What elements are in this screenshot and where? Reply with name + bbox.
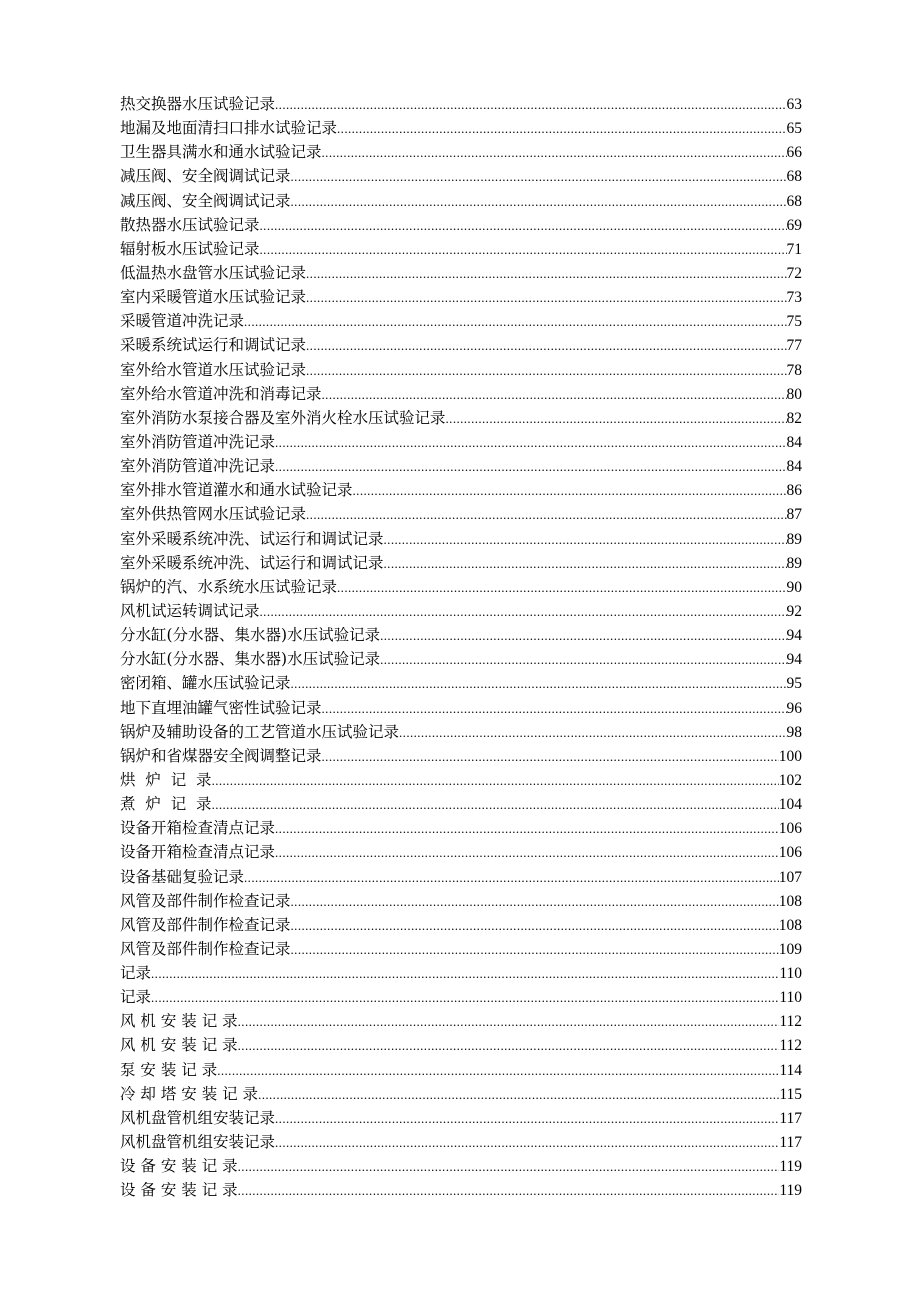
- toc-entry-leader-dots: [291, 190, 787, 213]
- toc-entry-leader-dots: [238, 1034, 780, 1057]
- toc-entry[interactable]: [120, 599, 802, 623]
- toc-entry-leader-dots: [291, 914, 779, 937]
- toc-entry-title: 煮 炉 记 录: [120, 795, 212, 814]
- toc-entry-page-number: 84: [786, 433, 802, 451]
- toc-entry[interactable]: [120, 1178, 802, 1202]
- toc-entry-page-number: 96: [786, 699, 802, 717]
- toc-entry-page-number: 100: [778, 747, 802, 765]
- toc-entry[interactable]: [120, 623, 802, 647]
- toc-entry-page-number: 114: [779, 1061, 802, 1079]
- toc-entry-page-number: 108: [778, 916, 802, 934]
- toc-entry[interactable]: [120, 164, 802, 188]
- toc-entry[interactable]: [120, 309, 802, 333]
- toc-entry-title: 室外采暖系统冲洗、试运行和调试记录: [120, 529, 384, 548]
- toc-entry-title: 设 备 安 装 记 录: [120, 1157, 238, 1176]
- toc-entry-page-number: 92: [786, 602, 802, 620]
- toc-entry-leader-dots: [399, 721, 786, 744]
- toc-entry-title: 室外给水管道冲洗和消毒记录: [120, 384, 322, 403]
- toc-entry-page-number: 69: [786, 216, 802, 234]
- toc-entry-page-number: 117: [779, 1109, 802, 1127]
- toc-entry[interactable]: [120, 502, 802, 526]
- toc-entry-title: 设 备 安 装 记 录: [120, 1181, 238, 1200]
- toc-entry[interactable]: [120, 333, 802, 357]
- toc-entry[interactable]: [120, 720, 802, 744]
- toc-entry-page-number: 102: [778, 771, 802, 789]
- toc-entry-page-number: 110: [779, 989, 802, 1007]
- toc-entry-leader-dots: [306, 359, 786, 382]
- toc-entry-title: 密闭箱、罐水压试验记录: [120, 674, 291, 693]
- toc-entry-leader-dots: [260, 600, 787, 623]
- toc-entry-leader-dots: [217, 1059, 779, 1082]
- toc-entry-title: 分水缸(分水器、集水器)水压试验记录: [120, 650, 381, 669]
- toc-entry-page-number: 89: [786, 554, 802, 572]
- toc-entry-page-number: 68: [786, 192, 802, 210]
- toc-entry[interactable]: [120, 116, 802, 140]
- toc-entry-leader-dots: [353, 479, 787, 502]
- toc-entry-leader-dots: [384, 528, 787, 551]
- toc-entry-leader-dots: [244, 310, 786, 333]
- toc-entry[interactable]: [120, 140, 802, 164]
- toc-entry[interactable]: [120, 1058, 802, 1082]
- toc-entry-title: 室外排水管道灌水和通水试验记录: [120, 481, 353, 500]
- toc-entry-title: 冷 却 塔 安 装 记 录: [120, 1084, 259, 1103]
- toc-entry-title: 锅炉和省煤器安全阀调整记录: [120, 746, 322, 765]
- toc-entry-page-number: 68: [786, 168, 802, 186]
- toc-entry-title: 室内采暖管道水压试验记录: [120, 288, 307, 307]
- toc-entry-title: 锅炉及辅助设备的工艺管道水压试验记录: [120, 722, 400, 741]
- toc-entry-leader-dots: [291, 672, 787, 695]
- toc-entry[interactable]: [120, 1154, 802, 1178]
- toc-entry-title: 地下直埋油罐气密性试验记录: [120, 698, 322, 717]
- toc-entry-leader-dots: [322, 141, 787, 164]
- toc-entry-title: 室外消防管道冲洗记录: [120, 457, 276, 476]
- toc-entry[interactable]: [120, 913, 802, 937]
- toc-entry[interactable]: [120, 575, 802, 599]
- toc-entry-title: 采暖系统试运行和调试记录: [120, 336, 307, 355]
- toc-entry[interactable]: [120, 406, 802, 430]
- toc-entry-title: 减压阀、安全阀调试记录: [120, 167, 291, 186]
- toc-entry-title: 设备基础复验记录: [120, 867, 245, 886]
- toc-entry[interactable]: [120, 816, 802, 840]
- toc-entry-leader-dots: [306, 262, 786, 285]
- toc-entry-page-number: 86: [786, 482, 802, 500]
- toc-entry-title: 锅炉的汽、水系统水压试验记录: [120, 577, 338, 596]
- toc-entry-page-number: 90: [786, 578, 802, 596]
- toc-entry-page-number: 115: [779, 1085, 802, 1103]
- toc-entry-title: 风管及部件制作检查记录: [120, 915, 291, 934]
- toc-entry[interactable]: [120, 840, 802, 864]
- toc-entry-title: 室外给水管道水压试验记录: [120, 360, 307, 379]
- toc-entry-page-number: 94: [786, 627, 802, 645]
- toc-entry[interactable]: [120, 744, 802, 768]
- toc-entry-page-number: 106: [778, 844, 802, 862]
- toc-entry-leader-dots: [306, 334, 786, 357]
- toc-entry[interactable]: [120, 865, 802, 889]
- toc-entry-page-number: 107: [778, 868, 802, 886]
- toc-entry-title: 记录: [120, 964, 152, 983]
- toc-entry[interactable]: [120, 1082, 802, 1106]
- toc-entry-title: 分水缸(分水器、集水器)水压试验记录: [120, 626, 381, 645]
- toc-entry-title: 风管及部件制作检查记录: [120, 939, 291, 958]
- toc-entry[interactable]: [120, 792, 802, 816]
- toc-entry-page-number: 89: [786, 530, 802, 548]
- toc-entry-leader-dots: [275, 1131, 779, 1154]
- toc-entry-page-number: 109: [778, 940, 802, 958]
- toc-entry-title: 室外消防管道冲洗记录: [120, 432, 276, 451]
- toc-entry[interactable]: [120, 768, 802, 792]
- toc-entry[interactable]: [120, 382, 802, 406]
- toc-entry-page-number: 119: [779, 1182, 802, 1200]
- toc-entry-title: 风机盘管机组安装记录: [120, 1108, 276, 1127]
- toc-entry-title: 设备开箱检查清点记录: [120, 843, 276, 862]
- toc-entry[interactable]: [120, 696, 802, 720]
- toc-entry-title: 泵 安 装 记 录: [120, 1060, 218, 1079]
- toc-entry-page-number: 110: [779, 965, 802, 983]
- toc-entry-leader-dots: [291, 890, 779, 913]
- toc-entry[interactable]: [120, 454, 802, 478]
- toc-entry-leader-dots: [322, 383, 787, 406]
- toc-entry-leader-dots: [306, 286, 786, 309]
- toc-entry-title: 风 机 安 装 记 录: [120, 1036, 238, 1055]
- toc-entry-leader-dots: [384, 552, 787, 575]
- toc-entry-title: 风管及部件制作检查记录: [120, 891, 291, 910]
- toc-entry-page-number: 66: [786, 144, 802, 162]
- toc-entry[interactable]: [120, 285, 802, 309]
- toc-entry[interactable]: [120, 213, 802, 237]
- toc-entry-leader-dots: [275, 841, 779, 864]
- toc-entry-title: 室外供热管网水压试验记录: [120, 505, 307, 524]
- toc-entry[interactable]: [120, 1106, 802, 1130]
- toc-entry-leader-dots: [260, 238, 787, 261]
- toc-entry-title: 设备开箱检查清点记录: [120, 819, 276, 838]
- toc-entry-title: 卫生器具满水和通水试验记录: [120, 143, 322, 162]
- toc-entry-page-number: 75: [786, 313, 802, 331]
- toc-entry[interactable]: [120, 430, 802, 454]
- toc-entry-page-number: 84: [786, 458, 802, 476]
- toc-entry-leader-dots: [291, 165, 787, 188]
- toc-entry-leader-dots: [244, 866, 779, 889]
- toc-entry-title: 减压阀、安全阀调试记录: [120, 191, 291, 210]
- toc-entry[interactable]: [120, 1009, 802, 1033]
- toc-entry-page-number: 72: [786, 264, 802, 282]
- toc-entry-leader-dots: [322, 697, 787, 720]
- toc-entry-leader-dots: [275, 1107, 779, 1130]
- toc-entry-leader-dots: [275, 93, 786, 116]
- toc-entry-leader-dots: [212, 769, 779, 792]
- toc-entry-title: 烘 炉 记 录: [120, 770, 212, 789]
- toc-entry-leader-dots: [291, 938, 779, 961]
- toc-entry-leader-dots: [380, 648, 786, 671]
- toc-entry-page-number: 98: [786, 723, 802, 741]
- table-of-contents: [120, 92, 802, 1202]
- toc-entry-page-number: 73: [786, 289, 802, 307]
- toc-entry-title: 散热器水压试验记录: [120, 215, 260, 234]
- toc-entry-page-number: 117: [779, 1134, 802, 1152]
- toc-entry-leader-dots: [151, 986, 779, 1009]
- toc-entry[interactable]: [120, 189, 802, 213]
- toc-entry[interactable]: [120, 1033, 802, 1057]
- toc-entry-leader-dots: [238, 1155, 780, 1178]
- toc-entry-page-number: 78: [786, 361, 802, 379]
- toc-entry-page-number: 112: [779, 1037, 802, 1055]
- toc-entry-leader-dots: [322, 745, 779, 768]
- toc-entry-page-number: 104: [778, 796, 802, 814]
- toc-entry-title: 记录: [120, 988, 152, 1007]
- toc-entry-leader-dots: [337, 576, 786, 599]
- toc-entry-page-number: 106: [778, 820, 802, 838]
- toc-entry-title: 风机试运转调试记录: [120, 601, 260, 620]
- toc-entry[interactable]: [120, 937, 802, 961]
- toc-entry-title: 辐射板水压试验记录: [120, 239, 260, 258]
- toc-entry[interactable]: [120, 985, 802, 1009]
- toc-entry[interactable]: [120, 261, 802, 285]
- toc-entry[interactable]: [120, 551, 802, 575]
- toc-entry-leader-dots: [337, 117, 786, 140]
- toc-entry-page-number: 112: [779, 1013, 802, 1031]
- toc-entry-leader-dots: [275, 431, 786, 454]
- toc-entry-title: 地漏及地面清扫口排水试验记录: [120, 119, 338, 138]
- toc-entry[interactable]: [120, 671, 802, 695]
- toc-entry-leader-dots: [258, 1083, 779, 1106]
- toc-entry-page-number: 108: [778, 892, 802, 910]
- toc-entry[interactable]: [120, 889, 802, 913]
- toc-entry-page-number: 119: [779, 1158, 802, 1176]
- toc-entry-page-number: 65: [786, 120, 802, 138]
- toc-entry-page-number: 94: [786, 651, 802, 669]
- toc-entry-leader-dots: [238, 1010, 780, 1033]
- toc-entry[interactable]: [120, 358, 802, 382]
- toc-entry-page-number: 71: [786, 240, 802, 258]
- toc-entry-title: 热交换器水压试验记录: [120, 95, 276, 113]
- toc-entry-leader-dots: [380, 624, 786, 647]
- toc-entry-leader-dots: [238, 1179, 780, 1202]
- toc-entry[interactable]: [120, 961, 802, 985]
- toc-entry[interactable]: [120, 92, 802, 116]
- toc-entry-page-number: 82: [786, 409, 802, 427]
- toc-entry-page-number: 77: [786, 337, 802, 355]
- toc-entry-title: 风机盘管机组安装记录: [120, 1133, 276, 1152]
- toc-entry-leader-dots: [275, 817, 779, 840]
- toc-entry-title: 室外采暖系统冲洗、试运行和调试记录: [120, 553, 384, 572]
- toc-entry[interactable]: [120, 1130, 802, 1154]
- toc-entry-page-number: 95: [786, 675, 802, 693]
- toc-entry[interactable]: [120, 527, 802, 551]
- toc-entry-leader-dots: [151, 962, 779, 985]
- toc-entry-page-number: 87: [786, 506, 802, 524]
- toc-entry[interactable]: [120, 647, 802, 671]
- toc-entry-leader-dots: [306, 503, 786, 526]
- toc-entry-leader-dots: [275, 455, 786, 478]
- toc-entry-title: 采暖管道冲洗记录: [120, 312, 245, 331]
- toc-entry-page-number: 80: [786, 385, 802, 403]
- toc-entry-leader-dots: [212, 793, 779, 816]
- toc-entry-page-number: 63: [786, 96, 802, 113]
- toc-entry[interactable]: [120, 237, 802, 261]
- toc-entry-leader-dots: [260, 214, 787, 237]
- toc-entry-title: 室外消防水泵接合器及室外消火栓水压试验记录: [120, 408, 446, 427]
- toc-entry-leader-dots: [446, 407, 787, 430]
- toc-entry-title: 风 机 安 装 记 录: [120, 1012, 238, 1031]
- toc-entry[interactable]: [120, 478, 802, 502]
- toc-entry-title: 低温热水盘管水压试验记录: [120, 263, 307, 282]
